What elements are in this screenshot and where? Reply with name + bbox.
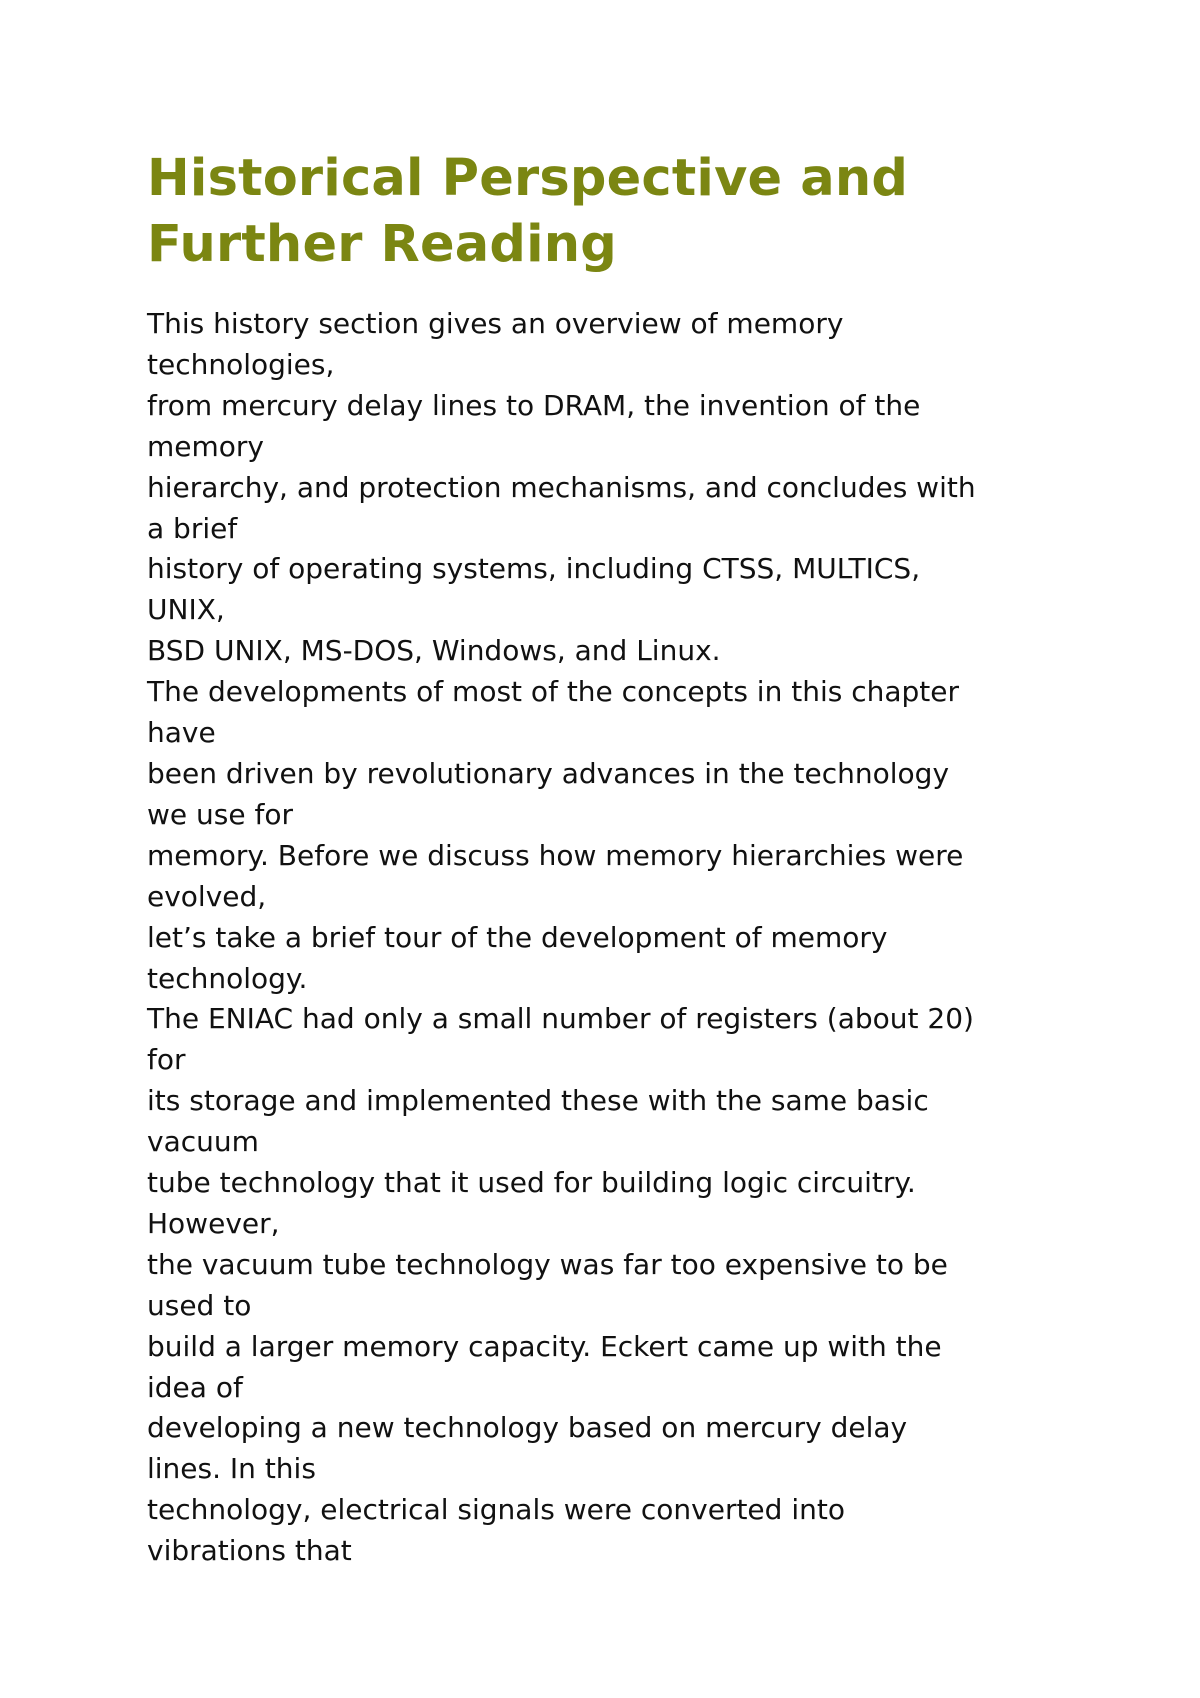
text-line: build a larger memory capacity. Eckert came up with the — [147, 1329, 942, 1363]
text-line: The ENIAC had only a small number of registers (about 20) — [147, 1002, 974, 1036]
text-line: memory. Before we discuss how memory hierarchies were — [147, 838, 964, 872]
text-line: used to — [147, 1288, 252, 1322]
text-line: for — [147, 1043, 186, 1077]
text-line: lines. In this — [147, 1452, 316, 1486]
document-page — [147, 146, 1067, 1572]
text-line: idea of — [147, 1370, 243, 1404]
text-line: technologies, — [147, 347, 335, 381]
text-line: vibrations that — [147, 1534, 352, 1568]
title-line: Further Reading — [147, 215, 618, 274]
text-line: technology. — [147, 961, 308, 995]
text-line: This history section gives an overview of memory — [147, 307, 844, 340]
text-line: technology, electrical signals were converted into — [147, 1493, 845, 1527]
page-title — [147, 146, 1067, 278]
text-line: a brief — [147, 511, 238, 545]
text-line: history of operating systems, including CTSS, MULTICS, — [147, 552, 921, 586]
text-line: hierarchy, and protection mechanisms, and concludes with — [147, 470, 976, 504]
text-line: the vacuum tube technology was far too expensive to be — [147, 1247, 948, 1281]
text-line: vacuum — [147, 1125, 259, 1159]
text-line: BSD UNIX, MS-DOS, Windows, and Linux. — [147, 634, 721, 668]
text-line: its storage and implemented these with the same basic — [147, 1084, 929, 1118]
text-line: The developments of most of the concepts in this chapter — [147, 675, 960, 709]
text-line: UNIX, — [147, 593, 225, 627]
title-line: Historical Perspective and — [147, 149, 909, 208]
text-line: let’s take a brief tour of the development of memory — [147, 920, 888, 954]
body-text — [147, 304, 1067, 1572]
text-line: However, — [147, 1206, 280, 1240]
text-line: evolved, — [147, 879, 267, 913]
text-line: from mercury delay lines to DRAM, the invention of the — [147, 388, 921, 422]
text-line: we use for — [147, 797, 293, 831]
text-line: been driven by revolutionary advances in the technology — [147, 756, 950, 790]
text-line: memory — [147, 429, 264, 463]
text-line: developing a new technology based on mercury delay — [147, 1411, 908, 1445]
text-line: tube technology that it used for building logic circuitry. — [147, 1166, 916, 1200]
text-line: have — [147, 716, 216, 750]
